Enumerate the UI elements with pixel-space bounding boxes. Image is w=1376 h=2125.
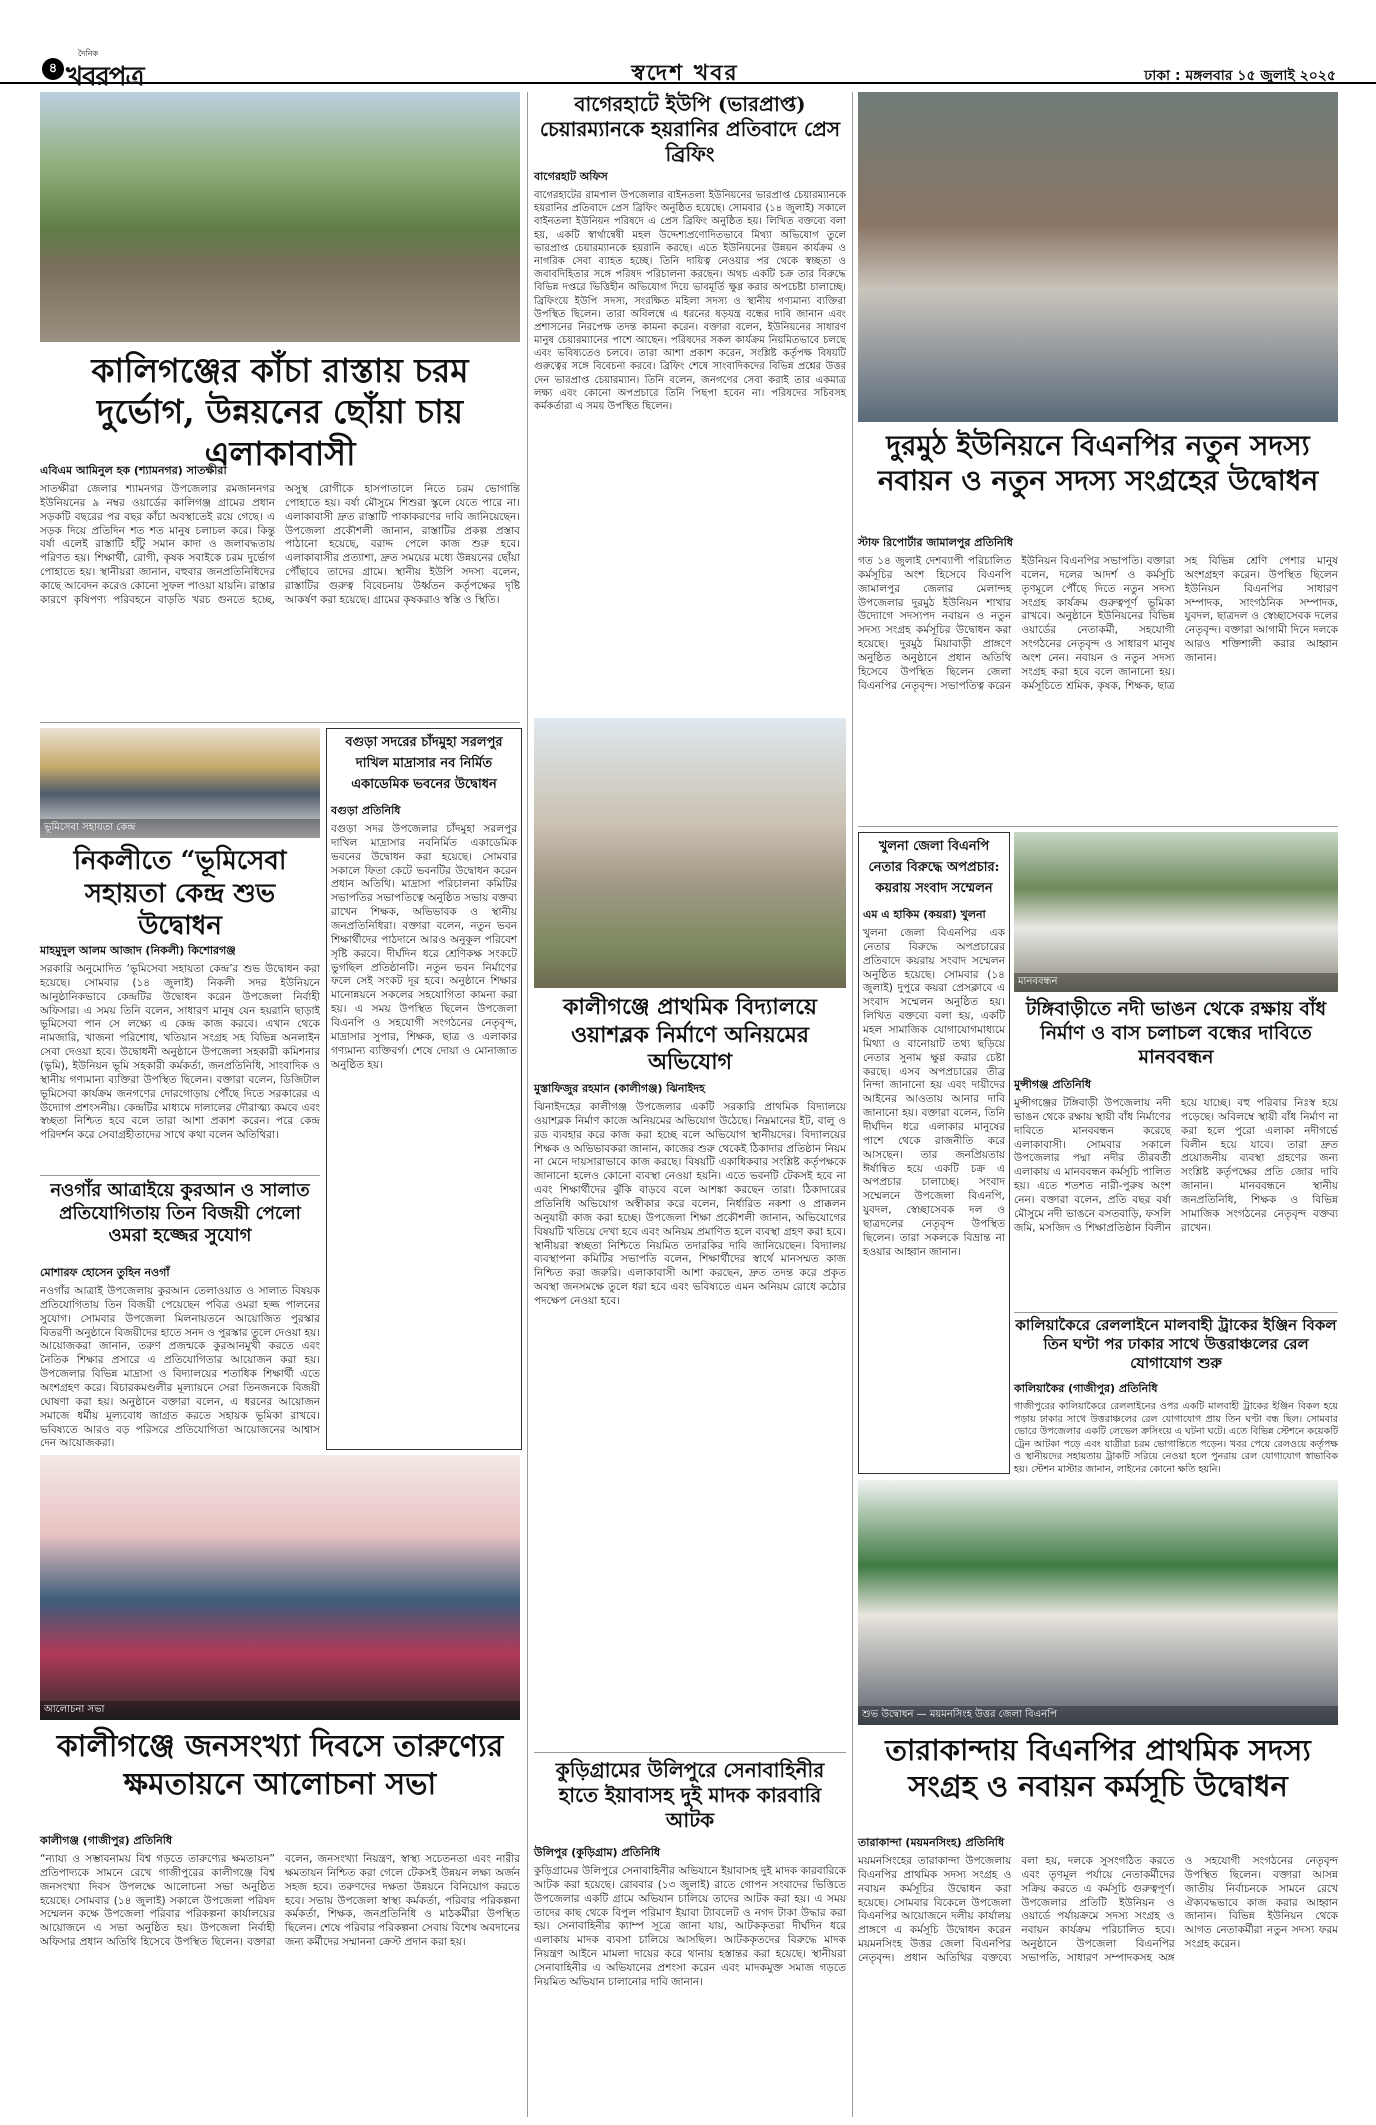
tarakanda-photo xyxy=(858,1480,1338,1725)
page-number: ৪ xyxy=(42,58,64,80)
school-article xyxy=(534,1078,846,1748)
durmut-photo xyxy=(858,92,1338,422)
nikli-byline: মাহমুদুল আলম আজাদ (নিকলী) কিশোরগঞ্জ xyxy=(40,944,236,957)
protest-photo xyxy=(1014,832,1338,992)
quran-headline[interactable]: নওগাঁর আত্রাইয়ে কুরআন ও সালাত প্রতিযোগিতায় তিন বিজয়ী পেলো ওমরা হজ্জের সুযোগ xyxy=(50,1180,310,1246)
quran-byline: মোশারফ হোসেন তুহিন নওগাঁ xyxy=(40,1266,170,1279)
durmut-byline: স্টাফ রিপোর্টার জামালপুর প্রতিনিধি xyxy=(858,536,1013,549)
road-byline: এবিএম আমিনুল হক (শ্যামনগর) সাতক্ষীরা xyxy=(40,464,227,477)
durmut-headline[interactable]: দুরমুঠ ইউনিয়নে বিএনপির নতুন সদস্য নবায়ন ও নতুন সদস্য সংগ্রহের উদ্বোধন xyxy=(877,429,1319,497)
bagerhat-body: বাগেরহাটের রামপাল উপজেলার বাইনতলা ইউনিয়নের ভারপ্রাপ্ত চেয়ারম্যানকে হয়রানির প্রতিবাদে প্রেস ব্রিফিং অনুষ্ঠিত হয়েছে। সোমবার (১৪ জুলাই) সকালে বাইনতলা ইউনিয়ন পরিষদে এ প্রেস ব্রিফিং অনুষ্ঠিত হয়। লিখিত বক্তব্যে বলা হয়, একটি স্বার্থান্বেষী মহল উদ্দেশ্যপ্রণোদিতভাবে মিথ্যা অভিযোগ তুলে ভারপ্রাপ্ত চেয়ারম্যানকে হয়রানি করছে। এতে ইউনিয়নের উন্নয়ন কার্যক্রম ও নাগরিক সেবা ব্যাহত হচ্ছে। তিনি দায়িত্ব নেওয়ার পর থেকে স্বচ্ছতা ও জবাবদিহিতার সঙ্গে পরিষদ পরিচালনা করছেন। অথচ একটি চক্র তার বিরুদ্ধে বিভিন্ন দপ্তরে ভিত্তিহীন অভিযোগ দিয়ে ভাবমূর্তি ক্ষুণ্ণ করার অপচেষ্টা চালাচ্ছে। ব্রিফিংয়ে ইউপি সদস্য, সংরক্ষিত মহিলা সদস্য ও স্থানীয় গণ্যমান্য ব্যক্তিরা উপস্থিত ছিলেন। তারা অবিলম্বে এ ধরনের ষড়যন্ত্র বন্ধের দাবি জানান এবং প্রশাসনের নিরপেক্ষ তদন্ত কামনা করেন। বক্তারা বলেন, ইউনিয়নের সাধারণ মানুষ চেয়ারম্যানের পাশে আছেন। পরিষদের সকল কার্যক্রম নিয়মিতভাবে চলছে এবং ভবিষ্যতেও চলবে। তারা আশা প্রকাশ করেন, সংশ্লিষ্ট কর্তৃপক্ষ বিষয়টি গুরুত্বের সঙ্গে বিবেচনা করবে। ব্রিফিং শেষে সাংবাদিকদের বিভিন্ন প্রশ্নের উত্তর দেন ভারপ্রাপ্ত চেয়ারম্যান। তিনি বলেন, জনগণের সেবা করাই তার একমাত্র লক্ষ্য এবং কোনো অপপ্রচারে তিনি পিছপা হবেন না। পরিষদের সচিবসহ কর্মকর্তারা এ সময় উপস্থিত ছিলেন। xyxy=(534,190,846,412)
school-byline: মুস্তাফিজুর রহমান (কালীগঞ্জ) ঝিনাইদহ xyxy=(534,1082,705,1095)
tarakanda-headline[interactable]: তারাকান্দায় বিএনপির প্রাথমিক সদস্য সংগ্রহ ও নবায়ন কর্মসূচি উদ্বোধন xyxy=(885,1733,1311,1804)
bagerhat-byline: বাগেরহাট অফিস xyxy=(534,170,608,183)
population-photo xyxy=(40,1455,520,1720)
masthead xyxy=(0,0,1376,92)
nikli-article xyxy=(40,940,320,1170)
road-body: সাতক্ষীরা জেলার শ্যামনগর উপজেলার রমজাননগর ইউনিয়নের ৯ নম্বর ওয়ার্ডের কালিগঞ্জ গ্রামের প্রধান সড়কটি বছরের পর বছর কাঁচা অবস্থাতেই রয়ে গেছে। এ সড়ক দিয়ে প্রতিদিন শত শত মানুষ চলাচল করে। কিন্তু বর্ষা এলেই রাস্তাটি হাঁটু সমান কাদা ও জলাবদ্ধতায় পরিণত হয়। শিক্ষার্থী, রোগী, কৃষক সবাইকে চরম দুর্ভোগ পোহাতে হয়। স্থানীয়রা জানান, বহুবার জনপ্রতিনিধিদের কাছে আবেদন করেও কোনো সুফল পাওয়া যায়নি। রাস্তার কারণে কৃষিপণ্য পরিবহনে বাড়তি খরচ গুনতে হচ্ছে, অসুস্থ রোগীকে হাসপাতালে নিতে চরম ভোগান্তি পোহাতে হয়। বর্ষা মৌসুমে শিশুরা স্কুলে যেতে পারে না। এলাকাবাসী দ্রুত রাস্তাটি পাকাকরণের দাবি জানিয়েছেন। উপজেলা প্রকৌশলী জানান, রাস্তাটির প্রকল্প প্রস্তাব পাঠানো হয়েছে, বরাদ্দ পেলে কাজ শুরু হবে। এলাকাবাসীর প্রত্যাশা, দ্রুত সময়ের মধ্যে উন্নয়নের ছোঁয়া পৌঁছাবে তাদের গ্রামে। স্থানীয় ইউপি সদস্য বলেন, রাস্তাটির গুরুত্ব বিবেচনায় উর্ধ্বতন কর্তৃপক্ষের দৃষ্টি আকর্ষণ করা হয়েছে। গ্রামের কৃষকরাও স্বস্তি ও স্থিতি। xyxy=(40,483,520,606)
khulna-headline[interactable]: খুলনা জেলা বিএনপি নেতার বিরুদ্ধে অপপ্রচার: কয়রায় সংবাদ সম্মেলন xyxy=(868,839,1000,896)
kaliakair-headline[interactable]: কালিয়াকৈরে রেললাইনে মালবাহী ট্রাকের ইঞ্জিন বিকল তিন ঘণ্টা পর ঢাকার সাথে উত্তরাঞ্চলের রেল যোগাযোগ শুরু xyxy=(1015,1316,1337,1372)
school-photo xyxy=(534,718,846,988)
bnp-banner-title: শুভ উদ্বোধন xyxy=(862,1709,914,1720)
bnp-banner-sub: ময়মনসিংহ উত্তর জেলা বিএনপি xyxy=(929,1709,1057,1720)
dateline: ঢাকা : মঙ্গলবার ১৫ জুলাই ২০২৫ xyxy=(1144,68,1336,84)
tongibari-article xyxy=(1014,1074,1338,1309)
kaliakair-byline: কালিয়াকৈর (গাজীপুর) প্রতিনিধি xyxy=(1014,1382,1158,1395)
nikli-banner-caption: ভূমিসেবা সহায়তা কেন্দ্র xyxy=(40,819,320,838)
population-byline: কালীগঞ্জ (গাজীপুর) প্রতিনিধি xyxy=(40,1834,173,1847)
road-headline[interactable]: কালিগঞ্জের কাঁচা রাস্তায় চরম দুর্ভোগ, উন্নয়নের ছোঁয়া চায় এলাকাবাসী xyxy=(91,351,469,473)
school-headline[interactable]: কালীগঞ্জে প্রাথমিক বিদ্যালয়ে ওয়াশব্লক নির্মাণে অনিয়মের অভিযোগ xyxy=(563,994,817,1075)
nikli-headline[interactable]: নিকলীতে “ভূমিসেবা সহায়তা কেন্দ্র শুভ উদ্বোধন xyxy=(73,846,287,941)
population-article xyxy=(40,1830,520,2120)
tarakanda-byline: তারাকান্দা (ময়মনসিংহ) প্রতিনিধি xyxy=(858,1836,1005,1849)
population-headline[interactable]: কালীগঞ্জে জনসংখ্যা দিবসে তারুণ্যের ক্ষমতায়নে আলোচনা সভা xyxy=(56,1729,504,1802)
protest-banner-caption: মানববন্ধন xyxy=(1014,973,1338,992)
bnp-banner-caption: শুভ উদ্বোধন — ময়মনসিংহ উত্তর জেলা বিএনপি xyxy=(858,1706,1338,1725)
tarakanda-body: ময়মনসিংহের তারাকান্দা উপজেলায় বিএনপির প্রাথমিক সদস্য সংগ্রহ ও নবায়ন কর্মসূচির উদ্বোধন করা হয়েছে। সোমবার বিকেলে উপজেলা বিএনপির আয়োজনে দলীয় কার্যালয় প্রাঙ্গণে এ কর্মসূচি উদ্বোধন করেন ময়মনসিংহ উত্তর জেলা বিএনপির নেতৃবৃন্দ। প্রধান অতিথির বক্তব্যে বলা হয়, দলকে সুসংগঠিত করতে এবং তৃণমূল পর্যায়ে নেতাকর্মীদের সক্রিয় করতে এ কর্মসূচি গুরুত্বপূর্ণ। উপজেলার প্রতিটি ইউনিয়ন ও ওয়ার্ডে পর্যায়ক্রমে সদস্য সংগ্রহ ও নবায়ন কার্যক্রম পরিচালিত হবে। অনুষ্ঠানে উপজেলা বিএনপির সভাপতি, সাধারণ সম্পাদকসহ অঙ্গ ও সহযোগী সংগঠনের নেতৃবৃন্দ উপস্থিত ছিলেন। বক্তারা আসন্ন জাতীয় নির্বাচনকে সামনে রেখে ঐক্যবদ্ধভাবে কাজ করার আহ্বান জানান। বিভিন্ন ইউনিয়ন থেকে আগত নেতাকর্মীরা নতুন সদস্য ফরম সংগ্রহ করেন। xyxy=(858,1855,1338,1965)
tongibari-headline[interactable]: টঙ্গিবাড়ীতে নদী ভাঙন থেকে রক্ষায় বাঁধ নির্মাণ ও বাস চলাচল বন্ধের দাবিতে মানববন্ধন xyxy=(1025,998,1327,1068)
khulna-byline: এম এ হাকিম (কয়রা) খুলনা xyxy=(863,908,986,921)
population-body: “ন্যায্য ও সম্ভাবনাময় বিশ্ব গড়তে তারুণ্যের ক্ষমতায়ন” প্রতিপাদ্যকে সামনে রেখে গাজীপুরের কালীগঞ্জে বিশ্ব জনসংখ্যা দিবস উপলক্ষে আলোচনা সভা অনুষ্ঠিত হয়েছে। সোমবার (১৪ জুলাই) সকালে উপজেলা পরিষদ সম্মেলন কক্ষে উপজেলা পরিবার পরিকল্পনা কার্যালয়ের আয়োজনে এ সভা অনুষ্ঠিত হয়। উপজেলা নির্বাহী অফিসার প্রধান অতিথি হিসেবে উপস্থিত ছিলেন। বক্তারা বলেন, জনসংখ্যা নিয়ন্ত্রণ, স্বাস্থ্য সচেতনতা এবং নারীর ক্ষমতায়ন নিশ্চিত করা গেলে টেকসই উন্নয়ন লক্ষ্য অর্জন সহজ হবে। তরুণদের দক্ষতা উন্নয়নে বিনিয়োগ করতে হবে। সভায় উপজেলা স্বাস্থ্য কর্মকর্তা, পরিবার পরিকল্পনা কর্মকর্তা, শিক্ষক, জনপ্রতিনিধি ও মাঠকর্মীরা উপস্থিত ছিলেন। শেষে পরিবার পরিকল্পনা সেবায় বিশেষ অবদানের জন্য কর্মীদের সম্মাননা ক্রেস্ট প্রদান করা হয়। xyxy=(40,1853,520,1949)
kaliakair-body: গাজীপুরের কালিয়াকৈরে রেললাইনের ওপর একটি মালবাহী ট্রাকের ইঞ্জিন বিকল হয়ে পড়ায় ঢাকার সাথে উত্তরাঞ্চলের রেল যোগাযোগ প্রায় তিন ঘণ্টা বন্ধ ছিল। সোমবার ভোরে উপজেলার একটি লেভেল ক্রসিংয়ে এ ঘটনা ঘটে। এতে বিভিন্ন স্টেশনে কয়েকটি ট্রেন আটকা পড়ে এবং যাত্রীরা চরম ভোগান্তিতে পড়েন। খবর পেয়ে রেলওয়ে কর্তৃপক্ষ ও স্থানীয়দের সহায়তায় ট্রাকটি সরিয়ে নেওয়া হলে পুনরায় রেল যোগাযোগ স্বাভাবিক হয়। স্টেশন মাস্টার জানান, লাইনের কোনো ক্ষতি হয়নি। xyxy=(1014,1401,1338,1475)
school-body: ঝিনাইদহের কালীগঞ্জ উপজেলার একটি সরকারি প্রাথমিক বিদ্যালয়ে ওয়াশব্লক নির্মাণ কাজে অনিয়মের অভিযোগ উঠেছে। নিম্নমানের ইট, বালু ও রড ব্যবহার করে কাজ করা হচ্ছে বলে অভিযোগ স্থানীয়দের। বিদ্যালয়ের শিক্ষক ও অভিভাবকরা জানান, কাজের শুরু থেকেই ঠিকাদার প্রতিষ্ঠান নিয়ম না মেনে দায়সারাভাবে কাজ করছে। বিষয়টি একাধিকবার সংশ্লিষ্ট কর্তৃপক্ষকে জানানো হলেও কোনো ব্যবস্থা নেওয়া হয়নি। এতে ভবনটি টেকসই হবে না এবং শিক্ষার্থীদের ঝুঁকি বাড়বে বলে আশঙ্কা করছেন তারা। ঠিকাদারের প্রতিনিধি অভিযোগ অস্বীকার করে বলেন, নির্ধারিত নকশা ও প্রাক্কলন অনুযায়ী কাজ করা হচ্ছে। উপজেলা শিক্ষা প্রকৌশলী জানান, অভিযোগের বিষয়টি খতিয়ে দেখা হবে এবং অনিয়ম প্রমাণিত হলে ব্যবস্থা গ্রহণ করা হবে। স্থানীয়রা স্বচ্ছতা নিশ্চিতে নিয়মিত তদারকির দাবি জানিয়েছেন। বিদ্যালয় ব্যবস্থাপনা কমিটির সভাপতি বলেন, শিক্ষার্থীদের স্বার্থে মানসম্মত কাজ নিশ্চিত করা জরুরি। এলাকাবাসী আশা করছেন, দ্রুত তদন্ত করে প্রকৃত অবস্থা জনসমক্ষে তুলে ধরা হবে এবং ভবিষ্যতে এমন অনিয়ম রোধে কঠোর পদক্ষেপ নেওয়া হবে। xyxy=(534,1101,846,1308)
tarakanda-article xyxy=(858,1832,1338,2120)
kurigram-article xyxy=(534,1842,846,2120)
road-article xyxy=(40,460,520,720)
kurigram-body: কুড়িগ্রামের উলিপুরে সেনাবাহিনীর অভিযানে ইয়াবাসহ দুই মাদক কারবারিকে আটক করা হয়েছে। রোববার (১৩ জুলাই) রাতে গোপন সংবাদের ভিত্তিতে উপজেলার একটি গ্রামে অভিযান চালিয়ে তাদের আটক করা হয়। এ সময় তাদের কাছ থেকে বিপুল পরিমাণ ইয়াবা ট্যাবলেট ও নগদ টাকা উদ্ধার করা হয়। সেনাবাহিনীর ক্যাম্প সূত্রে জানা যায়, আটককৃতরা দীর্ঘদিন ধরে এলাকায় মাদক ব্যবসা চালিয়ে আসছিল। আটককৃতদের বিরুদ্ধে মাদক নিয়ন্ত্রণ আইনে মামলা দায়ের করে থানায় হস্তান্তর করা হয়েছে। স্থানীয়রা সেনাবাহিনীর এ অভিযানের প্রশংসা করেন এবং মাদকমুক্ত সমাজ গড়তে নিয়মিত অভিযান চালানোর দাবি জানান। xyxy=(534,1865,846,1988)
bagerhat-article xyxy=(534,166,846,710)
bagerhat-headline[interactable]: বাগেরহাটে ইউপি (ভারপ্রাপ্ত) চেয়ারম্যানকে হয়রানির প্রতিবাদে প্রেস ব্রিফিং xyxy=(539,92,841,166)
quran-article xyxy=(40,1262,320,1448)
section-title: স্বদেশ খবর xyxy=(631,60,739,86)
khulna-box xyxy=(858,832,1010,1474)
logo-small: দৈনিক xyxy=(78,49,99,58)
madrasa-byline: বগুড়া প্রতিনিধি xyxy=(331,804,401,817)
nikli-body: সরকারি অনুমোদিত ‘ভূমিসেবা সহায়তা কেন্দ্র’র শুভ উদ্বোধন করা হয়েছে। সোমবার (১৪ জুলাই) নিকলী সদর ইউনিয়নে আনুষ্ঠানিকভাবে কেন্দ্রটির উদ্বোধন করেন উপজেলা নির্বাহী অফিসার। এ সময় তিনি বলেন, সাধারণ মানুষ যেন হয়রানি ছাড়াই ভূমিসেবা পান সে লক্ষ্যে এ কেন্দ্র কাজ করবে। এখান থেকে নামজারি, খাজনা পরিশোধ, খতিয়ান সংগ্রহ সহ বিভিন্ন অনলাইন সেবা দেওয়া হবে। উদ্বোধনী অনুষ্ঠানে উপজেলা সহকারী কমিশনার (ভূমি), ইউনিয়ন ভূমি সহকারী কর্মকর্তা, জনপ্রতিনিধি, সাংবাদিক ও স্থানীয় গণ্যমান্য ব্যক্তিরা উপস্থিত ছিলেন। বক্তারা বলেন, ডিজিটাল ভূমিসেবা কার্যক্রম জনগণের দোরগোড়ায় পৌঁছে দিতে সরকারের এ উদ্যোগ প্রশংসনীয়। কেন্দ্রটির মাধ্যমে দালালের দৌরাত্ম্য কমবে এবং স্বচ্ছতা নিশ্চিত হবে বলে তারা আশা প্রকাশ করেন। পরে কেন্দ্র পরিদর্শন করে সেবাগ্রহীতাদের সাথে কথা বলেন অতিথিরা। xyxy=(40,963,320,1142)
madrasa-headline[interactable]: বগুড়া সদরের চাঁদমুহা সরলপুর দাখিল মাদ্রাসার নব নির্মিত একাডেমিক ভবনের উদ্বোধন xyxy=(345,735,503,792)
kurigram-byline: উলিপুর (কুড়িগ্রাম) প্রতিনিধি xyxy=(534,1846,661,1859)
quran-body: নওগাঁর আত্রাই উপজেলায় কুরআন তেলাওয়াত ও সালাত বিষয়ক প্রতিযোগিতায় তিন বিজয়ী পেয়েছেন পবিত্র ওমরা হজ্জ পালনের সুযোগ। সোমবার উপজেলা মিলনায়তনে আয়োজিত পুরস্কার বিতরণী অনুষ্ঠানে বিজয়ীদের হাতে সনদ ও পুরস্কার তুলে দেওয়া হয়। আয়োজকরা জানান, তরুণ প্রজন্মকে কুরআনমুখী করতে এবং নৈতিক শিক্ষার প্রসারে এ প্রতিযোগিতার আয়োজন করা হয়। উপজেলার বিভিন্ন মাদ্রাসা ও বিদ্যালয়ের শতাধিক শিক্ষার্থী এতে অংশগ্রহণ করে। বিচারকমণ্ডলীর মূল্যায়নে সেরা তিনজনকে বিজয়ী ঘোষণা করা হয়। অনুষ্ঠানে বক্তারা বলেন, এ ধরনের আয়োজন সমাজে ধর্মীয় মূল্যবোধ জাগ্রত করতে সহায়ক ভূমিকা রাখবে। ভবিষ্যতে আরও বড় পরিসরে প্রতিযোগিতা আয়োজনের আশ্বাস দেন আয়োজকরা। xyxy=(40,1285,320,1450)
road-photo xyxy=(40,92,520,342)
kurigram-headline[interactable]: কুড়িগ্রামের উলিপুরে সেনাবাহিনীর হাতে ইয়াবাসহ দুই মাদক কারবারি আটক xyxy=(555,1758,825,1832)
madrasa-box xyxy=(326,728,522,1450)
logo-text: খবরপত্র xyxy=(66,62,144,92)
tongibari-body: মুন্সীগঞ্জের টঙ্গিবাড়ী উপজেলায় নদী ভাঙন থেকে রক্ষায় স্থায়ী বাঁধ নির্মাণের দাবিতে মানববন্ধন করেছে এলাকাবাসী। সোমবার সকালে উপজেলার পদ্মা নদীর তীরবর্তী এলাকায় এ মানববন্ধন কর্মসূচি পালিত হয়। এতে শতশত নারী-পুরুষ অংশ নেন। বক্তারা বলেন, প্রতি বছর বর্ষা মৌসুমে নদী ভাঙনে বসতবাড়ি, ফসলি জমি, মসজিদ ও শিক্ষাপ্রতিষ্ঠান বিলীন হয়ে যাচ্ছে। বহু পরিবার নিঃস্ব হয়ে পড়েছে। অবিলম্বে স্থায়ী বাঁধ নির্মাণ না করা হলে পুরো এলাকা নদীগর্ভে বিলীন হয়ে যাবে। তারা দ্রুত প্রয়োজনীয় ব্যবস্থা গ্রহণের জন্য সংশ্লিষ্ট কর্তৃপক্ষের প্রতি জোর দাবি জানান। মানববন্ধনে স্থানীয় জনপ্রতিনিধি, শিক্ষক ও বিভিন্ন সামাজিক সংগঠনের নেতৃবৃন্দ বক্তব্য রাখেন। xyxy=(1014,1097,1338,1234)
madrasa-body: বগুড়া সদর উপজেলার চাঁদমুহা সরলপুর দাখিল মাদ্রাসার নবনির্মিত একাডেমিক ভবনের উদ্বোধন করা হয়েছে। সোমবার সকালে ফিতা কেটে ভবনটির উদ্বোধন করেন প্রধান অতিথি। মাদ্রাসা পরিচালনা কমিটির সভাপতির সভাপতিত্বে অনুষ্ঠিত সভায় বক্তব্য রাখেন শিক্ষক, অভিভাবক ও স্থানীয় জনপ্রতিনিধিরা। বক্তারা বলেন, নতুন ভবন শিক্ষার্থীদের পাঠদানে আরও অনুকূল পরিবেশ সৃষ্টি করবে। দীর্ঘদিন ধরে শ্রেণিকক্ষ সংকটে ভুগছিল প্রতিষ্ঠানটি। নতুন ভবন নির্মাণের ফলে সেই সংকট দূর হবে। অনুষ্ঠানে শিক্ষার মানোন্নয়নে সকলের সহযোগিতা কামনা করা হয়। এ সময় উপস্থিত ছিলেন উপজেলা বিএনপি ও সহযোগী সংগঠনের নেতৃবৃন্দ, মাদ্রাসার সুপার, শিক্ষক, ছাত্র ও এলাকার গণ্যমান্য ব্যক্তিবর্গ। শেষে দোয়া ও মোনাজাত অনুষ্ঠিত হয়। xyxy=(331,823,517,1071)
durmut-body: গত ১৪ জুলাই দেশব্যাপী পরিচালিত কর্মসূচির অংশ হিসেবে বিএনপি জামালপুর জেলার মেলান্দহ উপজেলার দুরমুঠ ইউনিয়ন শাখার উদ্যোগে সদস্যপদ নবায়ন ও নতুন সদস্য সংগ্রহ কর্মসূচির উদ্বোধন করা হয়েছে। দুরমুঠ মিয়াবাড়ী প্রাঙ্গণে অনুষ্ঠিত অনুষ্ঠানে প্রধান অতিথি হিসেবে উপস্থিত ছিলেন জেলা বিএনপির নেতৃবৃন্দ। সভাপতিত্ব করেন ইউনিয়ন বিএনপির সভাপতি। বক্তারা বলেন, দলের আদর্শ ও কর্মসূচি তৃণমূলে পৌঁছে দিতে নতুন সদস্য সংগ্রহ কার্যক্রম গুরুত্বপূর্ণ ভূমিকা রাখবে। অনুষ্ঠানে ইউনিয়নের বিভিন্ন ওয়ার্ডের নেতাকর্মী, সহযোগী সংগঠনের নেতৃবৃন্দ ও সাধারণ মানুষ অংশ নেন। নবায়ন ও নতুন সদস্য সংগ্রহ করা হবে বলে জানানো হয়। কর্মসূচিতে শ্রমিক, কৃষক, শিক্ষক, ছাত্র সহ বিভিন্ন শ্রেণি পেশার মানুষ অংশগ্রহণ করেন। উপস্থিত ছিলেন ইউনিয়ন বিএনপির সাধারণ সম্পাদক, সাংগঠনিক সম্পাদক, যুবদল, ছাত্রদল ও স্বেচ্ছাসেবক দলের নেতৃবৃন্দ। বক্তারা আগামী দিনে দলকে আরও শক্তিশালী করার আহ্বান জানান। xyxy=(858,555,1338,692)
khulna-body: খুলনা জেলা বিএনপির এক নেতার বিরুদ্ধে অপপ্রচারের প্রতিবাদে কয়রায় সংবাদ সম্মেলন অনুষ্ঠিত হয়েছে। সোমবার (১৪ জুলাই) দুপুরে কয়রা প্রেসক্লাবে এ সংবাদ সম্মেলন অনুষ্ঠিত হয়। লিখিত বক্তব্যে বলা হয়, একটি মহল সামাজিক যোগাযোগমাধ্যমে মিথ্যা ও বানোয়াট তথ্য ছড়িয়ে নেতার সুনাম ক্ষুণ্ণ করার চেষ্টা করছে। এসব অপপ্রচারের তীব্র নিন্দা জানানো হয় এবং দায়ীদের আইনের আওতায় আনার দাবি জানানো হয়। বক্তারা বলেন, তিনি দীর্ঘদিন ধরে এলাকার মানুষের পাশে থেকে রাজনীতি করে আসছেন। তার জনপ্রিয়তায় ঈর্ষান্বিত হয়ে একটি চক্র এ অপপ্রচার চালাচ্ছে। সংবাদ সম্মেলনে উপজেলা বিএনপি, যুবদল, স্বেচ্ছাসেবক দল ও ছাত্রদলের নেতৃবৃন্দ উপস্থিত ছিলেন। তারা সকলকে বিভ্রান্ত না হওয়ার আহ্বান জানান। xyxy=(863,927,1005,1258)
tongibari-byline: মুন্সীগঞ্জ প্রতিনিধি xyxy=(1014,1078,1091,1091)
durmut-article xyxy=(858,532,1338,822)
kaliakair-article xyxy=(1014,1378,1338,1475)
nikli-photo xyxy=(40,728,320,838)
population-banner-caption: আলোচনা সভা xyxy=(40,1701,520,1720)
